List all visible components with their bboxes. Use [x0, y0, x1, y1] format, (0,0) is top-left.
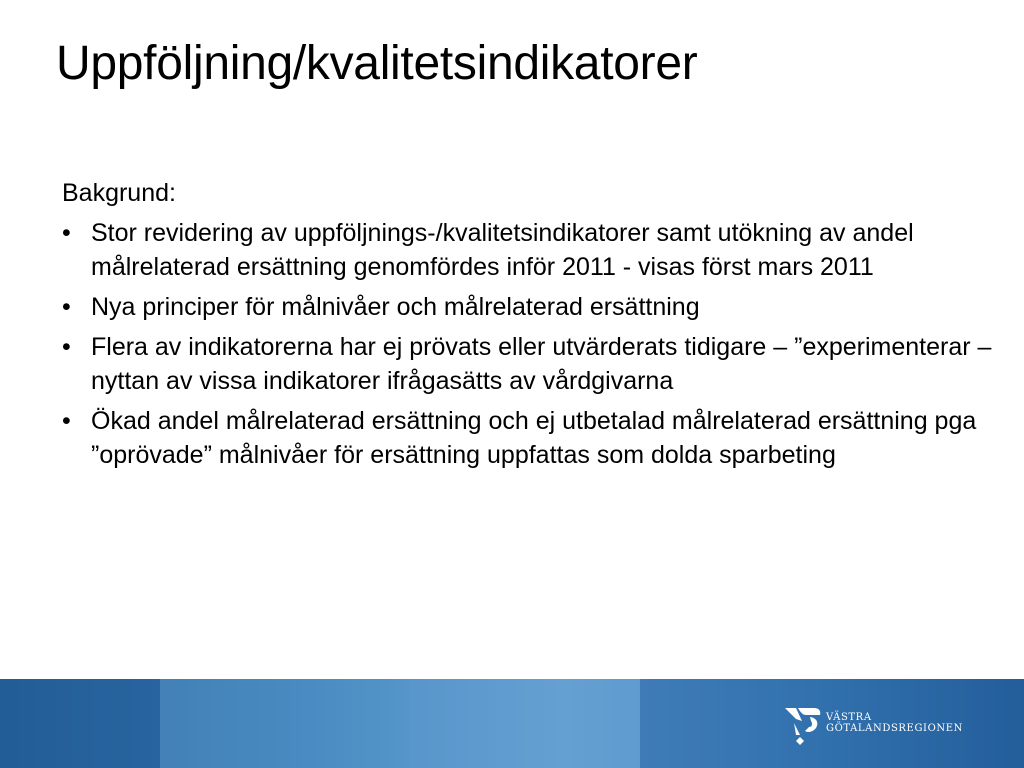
bullet-item — [62, 216, 1002, 284]
bullet-item — [62, 290, 1002, 324]
slide-body — [62, 176, 1002, 478]
organization-logo — [784, 705, 974, 745]
bullet-icon: • — [62, 333, 71, 361]
bullet-text: Stor revidering av uppföljnings-/kvalitetsindikatorer samt utökning av andel målrelaterad ersättning genomfördes inför 2011 - visas först mars 2011 — [91, 219, 914, 281]
bullet-icon: • — [62, 219, 71, 247]
logo-wordmark — [826, 712, 963, 734]
bullet-text: Nya principer för målnivåer och målrelaterad ersättning — [91, 293, 700, 321]
bullet-item — [62, 330, 1002, 398]
footer-stripe — [410, 679, 640, 768]
logo-line-2: GÖTALANDSREGIONEN — [826, 723, 963, 734]
bullet-icon: • — [62, 293, 71, 321]
bullet-list — [62, 216, 1002, 472]
vastra-gotalandsregionen-logo-icon — [784, 705, 822, 745]
intro-label: Bakgrund: — [62, 179, 176, 207]
bullet-icon: • — [62, 407, 71, 435]
footer-stripe — [160, 679, 410, 768]
logo-line-1: VÄSTRA — [826, 712, 872, 723]
bullet-text: Ökad andel målrelaterad ersättning och ej utbetalad målrelaterad ersättning pga ”oprövade” målnivåer för ersättning uppfattas som dolda sparbeting — [91, 407, 977, 469]
footer-stripe — [0, 679, 160, 768]
bullet-text: Flera av indikatorerna har ej prövats eller utvärderats tidigare – ”experimenterar – nyttan av vissa indikatorer ifrågasätts av vårdgivarna — [91, 333, 992, 395]
slide-title: Uppföljning/kvalitetsindikatorer — [56, 37, 698, 90]
bullet-item — [62, 404, 1002, 472]
